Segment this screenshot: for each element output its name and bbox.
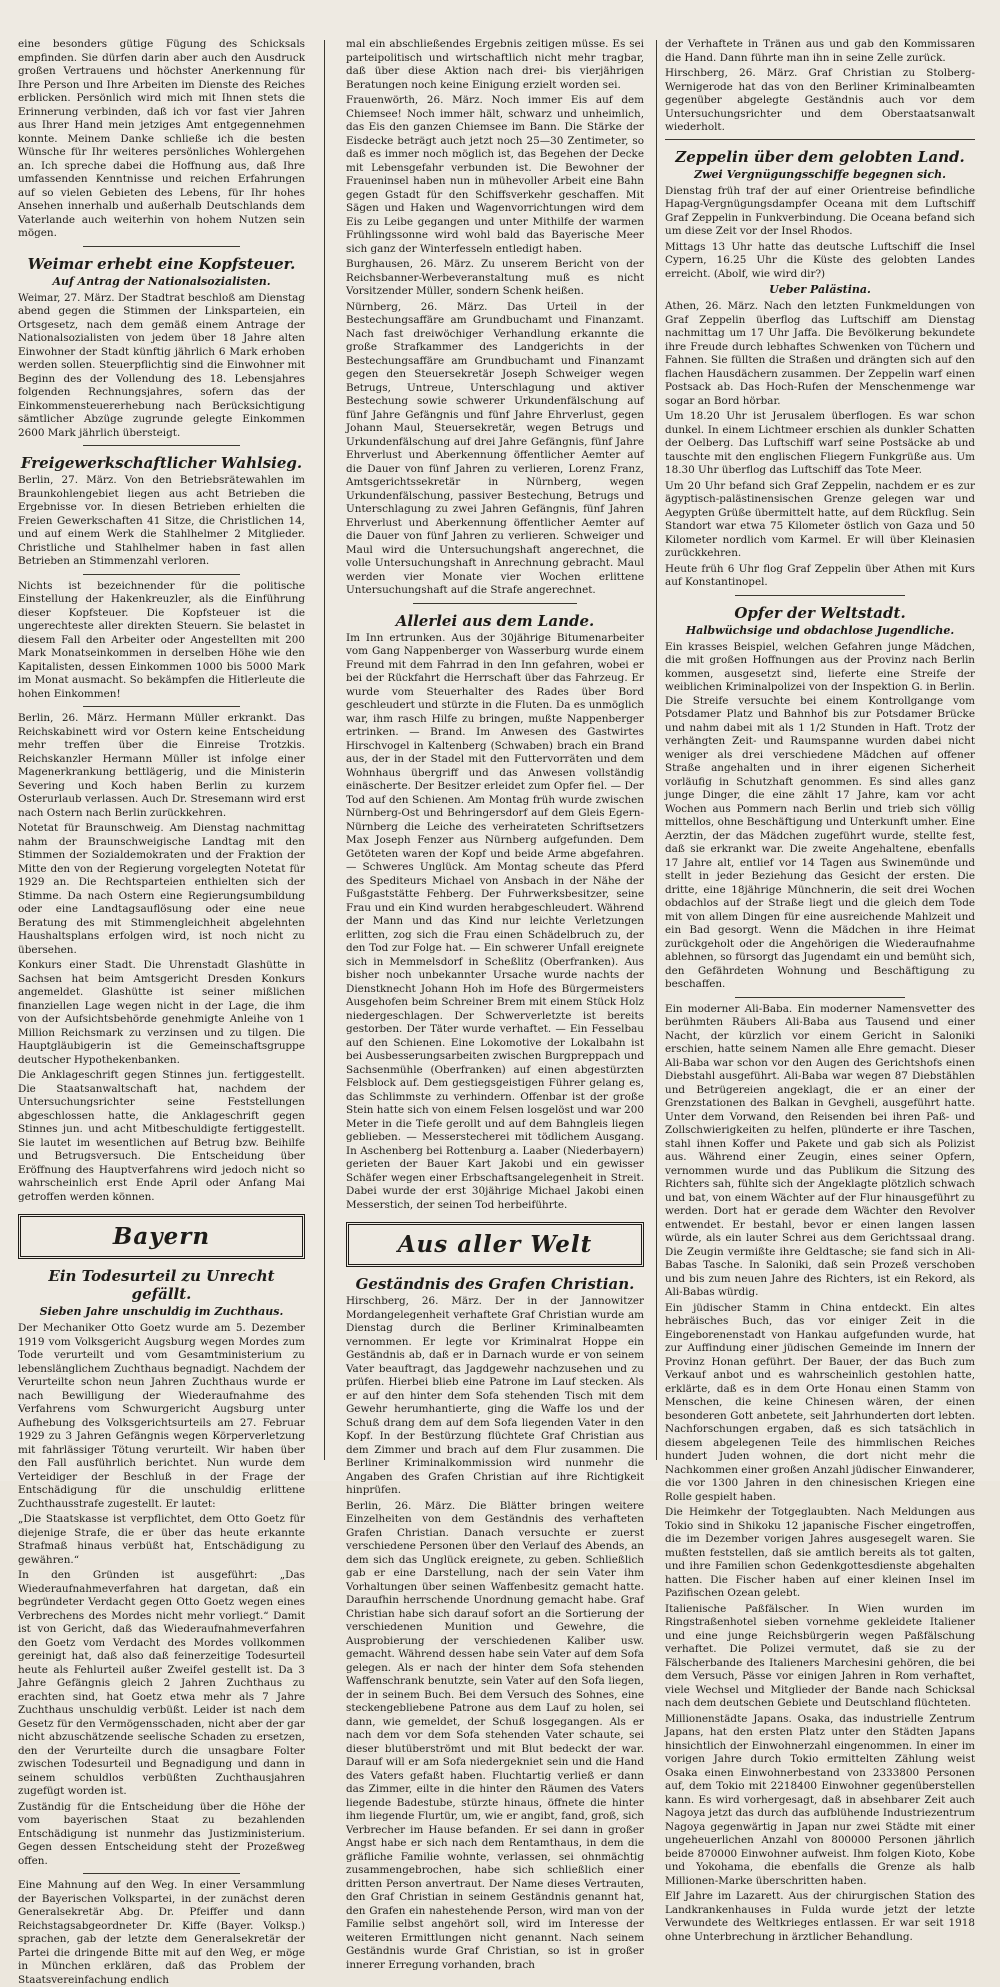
article-palaestina-3: Um 20 Uhr befand sich Graf Zeppelin, nachdem er es zur ägyptisch-palästinensischen Grenze gelegen war und Aegypten Grüße übermittelt hatte, auf dem Rückflug. Sein Standort war etwa 75 Kilometer östlich von Gaza und 50 Kilometer nordlich vom Karmel. Er will über Kleinasien zurückkehren. — [665, 479, 975, 559]
section-banner-bayern: Bayern — [18, 1214, 305, 1259]
article-continuation: der Verhaftete in Tränen aus und gab den Kommissaren die Hand. Dann führte man ihn in seine Zelle zurück. — [665, 38, 975, 64]
subhead-zeppelin: Zwei Vergnügungsschiffe begegnen sich. — [694, 167, 946, 181]
article-mueller: Berlin, 26. März. Hermann Müller erkrankt. Das Reichskabinett wird vor Ostern keine Entscheidung mehr treffen über die Einreise Trotzkis. Reichskanzler Hermann Müller ist infolge einer Magenerkrankung bettlägerig, und die Ministerin Severing und Koch haben Berlin zu kurzem Osterurlaub verlassen. Auch Dr. Stresemann wird erst nach Ostern nach Berlin zurückkehren. — [18, 712, 305, 819]
article-todesurteil-3: In den Gründen ist ausgeführt: „Das Wiederaufnahmeverfahren hat dargetan, daß ein begründeter Verdacht gegen Otto Goetz wegen eines Verbrechens des Mordes nicht mehr vorliegt.“ Damit ist von Gericht, daß das Wiederaufnahmeverfahren den Goetz vom Verdacht des Mordes vollkommen gereinigt hat, daß also daß feinerzeitige Todesurteil heute als Fehlurteil außer Zweifel gestellt ist. Da 3 Jahre Gefängnis gleich 2 Jahren Zuchthaus zu erachten sind, hat Goetz etwa mehr als 7 Jahre Zuchthaus unschuldig verbüßt. Leider ist nach dem Gesetz für den Vermögensschaden, nicht aber der gar nicht abzuschätzende seelische Schaden zu ersetzen, den der Verurteilte durch die unsagbare Folter zwischen Todesurteil und Begnadigung und dann in seinem schuldlos verbüßten Zuchthausjahren zugefügt worden ist. — [18, 1569, 305, 1797]
headline-zeppelin: Zeppelin über dem gelobten Land. — [675, 147, 965, 166]
headline-graf-christian: Geständnis des Grafen Christian. — [355, 1275, 635, 1293]
article-burghausen: Burghausen, 26. März. Zu unserem Bericht von der Reichsbanner-Werbeveranstaltung muß es nicht Vorsitzender Müller, sondern Schenk heißen. — [346, 258, 644, 297]
subhead-opfer: Halbwüchsige und obdachlose Jugendliche. — [685, 623, 955, 637]
subhead-todesurteil: Sieben Jahre unschuldig im Zuchthaus. — [39, 1305, 284, 1318]
article-todesurteil-2: „Die Staatskasse ist verpflichtet, dem Otto Goetz für diejenige Strafe, die er über das heute erkannte Strafmaß hinaus verbüßt hat, Entschädigung zu gewähren.“ — [18, 1513, 305, 1566]
article-todesurteil-4: Zuständig für die Entscheidung über die Höhe der vom bayerischen Staat zu bezahlenden Entschädigung ist nunmehr das Justizministerium. Gegen dessen Entscheidung steht der Prozeßweg offen. — [18, 1800, 305, 1867]
column-2 — [346, 38, 644, 1971]
article-notetat: Notetat für Braunschweig. Am Dienstag nachmittag nahm der Braunschweigische Landtag mit den Stimmen der Sozialdemokraten und der Fraktion der Mitte den von der Regierung vorgelegten Notetat für 1929 an. Die Rechtsparteien enthielten sich der Stimme. Da nach Ostern eine Regierungsumbildung oder eine Landtagsauflösung oder eine neue Beratung des mit Stimmengleichheit abgelehnten Haushaltsplans erfolgen wird, ist noch nicht zu übersehen. — [18, 822, 305, 956]
headline-wahlsieg: Freigewerkschaftlicher Wahlsieg. — [20, 454, 303, 472]
article-palaestina-2: Um 18.20 Uhr ist Jerusalem überflogen. Es war schon dunkel. In einem Lichtmeer erschien als dunkler Schatten der Oelberg. Das Luftschiff warf seine Postsäcke ab und tauschte mit den englischen Fliegern Funkgrüße aus. Um 18.30 Uhr überflog das Luftschiff das Tote Meer. — [665, 410, 975, 476]
column-rule-left — [324, 40, 325, 1460]
article-weimar: Weimar, 27. März. Der Stadtrat beschloß am Dienstag abend gegen die Stimmen der Linksparteien, ein Ortsgesetz, nach dem gemäß einem Antrage der Nationalsozialisten von jedem über 18 Jahre alten Einwohner der Stadt künftig jährlich 6 Mark erhoben werden sollen. Steuerpflichtig sind die Einwohner mit Beginn des der Vollendung des 18. Lebensjahres folgenden Rechnungsjahres, sofern das der Einkommensteuererhebung nach Berücksichtigung sämtlicher Abzüge zugrunde gelegte Einkommen 2600 Mark jährlich übersteigt. — [18, 291, 305, 439]
article-opfer: Ein krasses Beispiel, welchen Gefahren junge Mädchen, die mit großen Hoffnungen aus der Provinz nach Berlin kommen, ausgesetzt sind, lieferte eine Streife der weiblichen Kriminalpolizei von der Inspektion G. in Berlin. Die Streife versuchte bei einem Kontrollgange vom Potsdamer Platz und Bahnhof bis zur Potsdamer Brücke und nahm dabei mit als 1 1/2 Stunden in Haft. Trotz der verhängten Zeit- und Raumspanne wurden dabei nicht weniger als drei verschiedene Mädchen auf offener Straße angehalten und in ihrer eigenen Sicherheit vorläufig in Schutzhaft genommen. Es sind alles ganz junge Dinger, die eine zählt 17 Jahre, kam vor acht Wochen aus Pommern nach Berlin und trieb sich völlig mittellos, ohne Beschäftigung und Unterkunft umher. Eine Aerztin, der das Mädchen zugeführt wurde, stellte fest, daß sie erkrankt war. Die zweite Angehaltene, ebenfalls 17 Jahre alt, entlief vor 14 Tagen aus Swinemünde und stellt in jeder Beziehung das Gesicht der ersten. Die dritte, eine 18jährige Münchnerin, die seit drei Wochen obdachlos auf der Straße liegt und die gleich dem Tode mit von allem Dingen für eine ausreichende Mahlzeit und ein Bad gesorgt. Wenn die Mädchen in ihre Heimat zurückgeholt oder die Angehörigen die Wiederaufnahme ablehnen, so fürsorgt das Jugendamt ein und bemüht sich, den Gefährdeten Wohnung und Beschäftigung zu beschaffen. — [665, 640, 975, 990]
subhead-palaestina: Ueber Palästina. — [769, 283, 871, 296]
article-chiemsee: Frauenwörth, 26. März. Noch immer Eis auf dem Chiemsee! Noch immer hält, schwarz und unheimlich, das Eis den ganzen Chiemsee im Bann. Die Stärke der Eisdecke beträgt auch jetzt noch 25—30 Zentimeter, so daß es immer noch möglich ist, das Begehen der Decke mit Lebensgefahr verbunden ist. Die Bewohner der Fraueninsel haben nun in mühevoller Arbeit eine Bahn gegen Gstadt für den Schiffsverkehr geschaffen. Mit Sägen und Haken und Wagenvorrichtungen wird dem Eis zu Leibe gegangen und unter Mithilfe der warmen Frühlingssonne wird wohl bald das Bayerische Meer sich ganz der Winterfesseln entledigt haben. — [346, 94, 644, 255]
article-continuation: mal ein abschließendes Ergebnis zeitigen müsse. Es sei parteipolitisch und wirtschaftlich nicht mehr tragbar, daß über diese Aktion nach drei- bis vierjährigen Beratungen noch keine Einigung erzielt worden sei. — [346, 38, 644, 91]
article-mahnung: Eine Mahnung auf den Weg. In einer Versammlung der Bayerischen Volkspartei, in der zunächst deren Generalsekretär Abg. Dr. Pfeiffer und dann Reichstagsabgeordneter Dr. Kiffe (Bayer. Volksp.) sprachen, gab der letzte dem Generalsekretär der Partei die dringende Bitte mit auf den Weg, er möge in München erklären, daß das Problem der Staatsvereinfachung endlich — [18, 1879, 305, 1986]
subhead-weimar: Auf Antrag der Nationalsozialisten. — [52, 274, 271, 288]
headline-weimar: Weimar erhebt eine Kopfsteuer. — [27, 254, 296, 273]
article-millionenstaedte: Millionenstädte Japans. Osaka, das industrielle Zentrum Japans, hat den ersten Platz unter den Städten Japans hinsichtlich der Einwohnerzahl eingenommen. In einer im vorigen Jahre durch Tokio ermittelten Zählung weist Osaka einen Einwohnerbestand von 2333800 Personen auf, dem Tokio mit 2218400 Einwohner gegenüberstellen kann. Es wird vorhergesagt, daß in absehbarer Zeit auch Nagoya jetzt das durch das aufblühende Industriezentrum Nagoya gegenwärtig in Japan nur zwei Städte mit einer ungeheuerlichen Anzahl von 800000 Personen jährlich beide 870000 Einwohner aufweist. Ihm folgen Kioto, Kobe und Yokohama, die ebenfalls die Grenze als halb Millionen-Marke überschritten haben. — [665, 1712, 975, 1887]
headline-opfer: Opfer der Weltstadt. — [734, 603, 906, 622]
article-juedischer-stamm: Ein jüdischer Stamm in China entdeckt. Ein altes hebräisches Buch, das vor einiger Zeit in die Eingeborenenstadt von Hankau aufgefunden wurde, hat zur Auffindung einer jüdischen Gemeinde im Innern der Provinz Honan geführt. Der Bauer, der das Buch zum Verkauf anbot und es wahrscheinlich gestohlen hatte, erklärte, daß es in dem Orte Honau einen Stamm von Menschen, die keine Chinesen wären, der einen besonderen Gott anbetete, seit Jahrhunderten dort lebten. Nachforschungen ergaben, daß es sich tatsächlich in diesem abgelegenen Teile des himmlischen Reiches hundert Juden wohnen, die dort nicht mehr die Nachkommen einer großen Anzahl jüdischer Einwanderer, die vor 1300 Jahren in den chinesischen Kriegen eine Rolle gespielt haben. — [665, 1301, 975, 1503]
article-graf-christian-1: Hirschberg, 26. März. Der in der Jannowitzer Mordangelegenheit verhaftete Graf Christian wurde am Dienstag durch die Berliner Kriminalbeamten vernommen. Er legte vor Kriminalrat Hoppe ein Geständnis ab, daß er in Darnach wurde er von seinem Vater beauftragt, das Jagdgewehr nachzusehen und zu prüfen. Hierbei blieb eine Patrone im Lauf stecken. Als er auf den hinter dem Sofa stehenden Tisch mit dem Gewehr herumhantierte, ging die Waffe los und der Schuß drang dem auf dem Sofa liegenden Vater in den Kopf. In der Bestürzung flüchtete Graf Christian aus dem Zimmer und brach auf dem Flur zusammen. Die Berliner Kriminalkommission wird nunmehr die Angaben des Grafen Christian auf ihre Richtigkeit hinprüfen. — [346, 1295, 644, 1496]
divider — [83, 1873, 241, 1874]
headline-todesurteil: Ein Todesurteil zu Unrecht gefällt. — [48, 1267, 275, 1303]
divider — [83, 574, 241, 575]
article-wahlsieg: Berlin, 27. März. Von den Betriebsrätewahlen im Braunkohlengebiet liegen aus acht Betrieben die Ergebnisse vor. In diesen Betrieben erhielten die Freien Gewerkschaften 41 Sitze, die Christlichen 14, und auf einem Werk die Stahlhelmer 2 Mitglieder. Christliche und Stahlhelmer haben in fast allen Betrieben an Stimmenzahl verloren. — [18, 474, 305, 567]
article-zeppelin-2: Mittags 13 Uhr hatte das deutsche Luftschiff die Insel Cypern, 16.25 Uhr die Küste des gelobten Landes erreicht. (Abolf, wie wird dir?) — [665, 240, 975, 280]
column-1 — [18, 38, 305, 1986]
article-zeppelin-1: Dienstag früh traf der auf einer Orientreise befindliche Hapag-Vergnügungsdampfer Oceana mit dem Luftschiff Graf Zeppelin in Funkverbindung. Die Oceana befand sich um diese Zeit vor der Insel Rhodos. — [665, 184, 975, 237]
article-lazarett: Elf Jahre im Lazarett. Aus der chirurgischen Station des Landkrankenhauses in Fulda wurde jetzt der letzte Verwundete des Weltkrieges entlassen. Er war seit 1918 ohne Unterbrechung in ärztlicher Behandlung. — [665, 1890, 975, 1943]
divider — [413, 603, 577, 604]
article-passfaelscher: Italienische Paßfälscher. In Wien wurden im Ringstraßenhotel sieben vornehme gekleidete Italiener und eine junge Reichsbürgerin wegen Paßfälschung verhaftet. Die Polizei vermutet, daß sie zu der Fälscherbande des Italieners Marchesini gehören, die bei dem Versuch, Pässe vor einigen Jahren in Rom verhaftet, viele Wechsel und Mitglieder der Bande nach Schicksal nach dem deutschen Gebiete und Deutschland flüchteten. — [665, 1602, 975, 1709]
divider — [83, 445, 241, 446]
divider — [83, 246, 241, 247]
headline-allerlei: Allerlei aus dem Lande. — [395, 611, 595, 630]
article-heimkehr: Die Heimkehr der Totgeglaubten. Nach Meldungen aus Tokio sind in Shikoku 12 japanische Fischer eingetroffen, die im Dezember vorigen Jahres ausgesegelt waren. Sie mußten feststellen, daß sie amtlich bereits als tot galten, und ihre Familien schon Gedenkgottesdienste abgehalten hatten. Die Fischer haben auf einer kleinen Insel im Pazifischen Ozean gelebt. — [665, 1506, 975, 1599]
divider — [735, 595, 906, 596]
article-alibaba: Ein moderner Ali-Baba. Ein moderner Namensvetter des berühmten Räubers Ali-Baba aus Tausend und einer Nacht, der kürzlich vor einem Gericht in Saloniki erschien, hatte seinem Namen alle Ehre gemacht. Dieser Ali-Baba war schon vor den Augen des Gerichtshofs einen Diebstahl ausgeführt. Ali-Baba war wegen 87 Diebstählen und Betrügereien angeklagt, die er an einer der Grenzstationen des Balkan in Gevgheli, ausgeführt hatte. Unter dem Vorwand, den Reisenden bei ihren Paß- und Zollschwierigkeiten zu helfen, plünderte er ihre Taschen, stahl ihnen Koffer und Pakete und gab sich als Polizist aus. Während einer Zeugin, eines seiner Opfern, vernommen wurde und das Publikum die Sitzung des Richters sah, fühlte sich der Angeklagte plötzlich schwach und bat, von einem Wächter auf der Flur hinausgeführt zu werden. Dort hat er gerade dem Wächter den Revolver entwendet. Er bestahl, bevor er einen langen lassen würde, als ein lauter Schrei aus dem Gerichtssaal drang. Die Zeugin vermißte ihre Geldtasche; sie fand sich in Ali-Babas Tasche. In Saloniki, daß sein Prozeß verschoben und bis zum neuen Jahre des Richters, ist ein Rekord, als Ali-Babas würdig. — [665, 1002, 975, 1298]
section-banner-aus-aller-welt: Aus aller Welt — [346, 1222, 644, 1267]
article-palaestina-1: Athen, 26. März. Nach den letzten Funkmeldungen von Graf Zeppelin überflog das Luftschiff am Dienstag nachmittag um 17 Uhr Jaffa. Die Bevölkerung bekundete ihre Freude durch lebhaftes Schwenken von Tüchern und Fahnen. Sie füllten die Straßen und drängten sich auf den flachen Hausdächern zusammen. Der Zeppelin warf einen Postsack ab. Das Hoch-Rufen der Menschenmenge war sogar an Bord hörbar. — [665, 300, 975, 407]
article-allerlei: Im Inn ertrunken. Aus der 30jährige Bitumenarbeiter vom Gang Nappenberger von Wasserburg wurde einem Freund mit dem Fahrrad in den Inn gefahren, wobei er bei der Rückfahrt die Herrschaft über das Fahrzeug. Er wurde vom Steuerhalter des Rades über Bord geschleudert und stürzte in die Fluten. Da es unmöglich war, ihm rasch Hilfe zu bringen, mußte Nappenberger ertrinken. — Brand. Im Anwesen des Gastwirtes Hirschvogel in Kaltenberg (Schwaben) brach ein Brand aus, der in der Stadel mit den Futtervorräten und dem Wohnhaus übergriff und das Anwesen vollständig einäscherte. Der Besitzer erleidet zum Opfer fiel. — Der Tod auf den Schienen. Am Montag früh wurde zwischen Nürnberg-Ost und Behringersdorf auf dem Gleis Egern-Nürnberg die Leiche des verheirateten Schriftsetzers Max Joseph Fenzer aus Nürnberg aufgefunden. Dem Getöteten waren der Kopf und beide Arme abgefahren. — Schweres Unglück. Am Montag scheute das Pferd des Spediteurs Michael von Ansbach in der Nähe der Fußgaststätte Fehberg. Der Fuhrwerksbesitzer, seine Frau und ein Kind wurden herabgeschleudert. Während der Mann und das Kind nur leichte Verletzungen erlitten, zog sich die Frau einen Schädelbruch zu, der den Tod zur Folge hat. — Ein schwerer Unfall ereignete sich in Memmelsdorf in Scheßlitz (Oberfranken). Aus bisher noch unbekannter Ursache wurde nachts der Dienstknecht Johann Hoh im Hofe des Bürgermeisters Ausgehofen beim Schreiner Brem mit einem Stück Holz niedergeschlagen. Der Schwerverletzte ist bereits gestorben. Der Täter wurde verhaftet. — Ein Fesselbau auf den Schienen. Eine Lokomotive der Lokalbahn ist bei Ausbesserungsarbeiten zwischen Burgpreppach und Sachsenmühle (Oberfranken) auf einen abgestürzten Felsblock auf. Dem gestiegsgeistigen Führer gelang es, das Schlimmste zu verhindern. Offenbar ist der große Stein hatte sich von einem Felsen losgelöst und war 200 Meter in die Tiefe gerollt und auf dem Bahngleis liegen geblieben. — Messerstecherei mit tödlichem Ausgang. In Aschenberg bei Rottenburg a. Laaber (Niederbayern) gerieten der Bauer Kart Jakobi und ein gewisser Schäfer wegen einer Erbschaftsangelegenheit in Streit. Dabei wurde der erst 30jährige Michael Jakobi einen Messerstich, der seinen Tod herbeiführte. — [346, 631, 644, 1211]
article-todesurteil-1: Der Mechaniker Otto Goetz wurde am 5. Dezember 1919 vom Volksgericht Augsburg wegen Mordes zum Tode verurteilt und vom Gesamtministerium zu lebenslänglichem Zuchthaus begnadigt. Nachdem der Verurteilte schon neun Jahren Zuchthaus wurde er nach Bewilligung der Wiederaufnahme des Verfahrens vom Schwurgericht Augsburg unter Aufhebung des Volksgerichtsurteils am 27. Februar 1929 zu 3 Jahren Gefängnis wegen Körperverletzung mit fahrlässiger Tötung verurteilt. Wir haben über den Fall ausführlich berichtet. Nun wurde dem Verteidiger der Beschluß in der Frage der Entschädigung für die unschuldig erlittene Zuchthausstrafe zugestellt. Er lautet: — [18, 1322, 305, 1510]
divider — [665, 139, 975, 140]
article-konkurs: Konkurs einer Stadt. Die Uhrenstadt Glashütte in Sachsen hat beim Amtsgericht Dresden Konkurs angemeldet. Glashütte ist seiner mißlichen finanziellen Lage wegen nicht in der Lage, die ihm von der Aufsichtsbehörde genehmigte Anleihe von 1 Million Reichsmark zu verzinsen und zu tilgen. Die Hauptgläubigerin ist die Gemeinschaftsgruppe deutscher Hypothekenbanken. — [18, 959, 305, 1066]
article-graf-christian-2: Berlin, 26. März. Die Blätter bringen weitere Einzelheiten von dem Geständnis des verhafteten Grafen Christian. Danach versuchte er zuerst verschiedene Personen über den Verlauf des Abends, an dem sich das Unglück ereignete, zu geben. Schließlich gab er eine Darstellung, nach der sein Vater ihm Vorhaltungen über seinen Waffenbesitz gemacht hatte. Daraufhin herrschende Unordnung gemacht habe. Graf Christian habe sich darauf sofort an die Sortierung der verschiedenen Munition und Gewehre, die Ausprobierung der verschiedenen Kaliber usw. gemacht. Während dessen habe sein Vater auf dem Sofa gelegen. Als er nach der hinter dem Sofa stehenden Waffenschrank benutzte, sein Vater auf den Sofa liegen, der in seinem Buch. Bei dem Versuch des Sohnes, eine steckengebliebene Patrone aus dem Lauf zu holen, sei dann, wie gemeldet, der Schuß losgegangen. Als er nach dem vor dem Sofa stehenden Vater schaute, sei dieser blutüberströmt und mit Blut bedeckt der war. Darauf will er am Sofa niedergekniet sein und die Hand des Vaters gefaßt haben. Fluchtartig verließ er dann das Zimmer, eilte in die hinter den Räumen des Vaters liegende Badestube, stürzte hinaus, öffnete die hinter ihm liegende Flurtür, um, wie er angibt, fand, groß, sich Verbrecher im Hause befanden. Er sei dann in großer Angst habe er sich nach dem Rentamthaus, in dem die gräfliche Familie wohnte, verlassen, sei ohnmächtig zusammengebrochen, habe sich schließlich einer dritten Person anvertraut. Der Name dieses Vertrauten, den Graf Christian in seinem Geständnis genannt hat, den Grafen ein nahestehende Person, wird man von der Familie selbst angehört soll, wird im Interesse der weiteren Ermittlungen nicht genannt. Nach seinem Geständnis wurde Graf Christian, so ist in großer innerer Erregung vorhanden, brach — [346, 1499, 644, 1971]
article-palaestina-4: Heute früh 6 Uhr flog Graf Zeppelin über Athen mit Kurs auf Konstantinopel. — [665, 562, 975, 588]
article-continuation: eine besonders gütige Fügung des Schicksals empfinden. Sie dürfen darin aber auch den Ausdruck großen Vertrauens und höchster Anerkennung für Ihre Person und Ihre Arbeiten im Dienste des Reiches erblicken. Persönlich wird mich mit Ihnen stets die Erinnerung verbinden, daß ich vor fast vier Jahren aus Ihrer Hand mein jetziges Amt entgegennehmen konnte. Meinem Danke schließe ich die besten Wünsche für Ihr weiteres persönliches Wohlergehen an. Ich spreche dabei die Hoffnung aus, daß Ihre umfassenden Kenntnisse und reichen Erfahrungen auf so vielen Gebieten des Lebens, für Ihr hohes Ansehen innerhalb und außerhalb Deutschlands dem Vaterlande auch weiterhin von hohem Nutzen sein mögen. — [18, 38, 305, 239]
article-hirschberg: Hirschberg, 26. März. Graf Christian zu Stolberg-Wernigerode hat das von den Berliner Kriminalbeamten gegenüber abgelegte Geständnis auch vor dem Untersuchungsrichter und dem Oberstaatsanwalt wiederholt. — [665, 67, 975, 133]
divider — [735, 997, 906, 998]
column-3 — [665, 38, 975, 1943]
article-anklage: Die Anklageschrift gegen Stinnes jun. fertiggestellt. Die Staatsanwaltschaft hat, nachdem der Untersuchungsrichter seine Feststellungen abgeschlossen hatte, die Anklageschrift gegen Stinnes jun. und acht Mitbeschuldigte fertiggestellt. Sie lautet im wesentlichen auf Betrug bzw. Beihilfe und Betrugsversuch. Die Entscheidung über Eröffnung des Hauptverfahrens wird jedoch nicht so wahrscheinlich erst Ende April oder Anfang Mai getroffen werden können. — [18, 1069, 305, 1203]
article-kopfsteuer-comment: Nichts ist bezeichnender für die politische Einstellung der Hakenkreuzler, als die Einführung dieser Kopfsteuer. Die Kopfsteuer ist die ungerechteste aller direkten Steuern. Sie belastet in diesem Fall den Arbeiter oder Angestellten mit 200 Mark Monatseinkommen in derselben Höhe wie den Kapitalisten, dessen Einkommen 1000 bis 5000 Mark im Monat ausmacht. So bekämpfen die Hitlerleute die hohen Einkommen! — [18, 579, 305, 700]
article-nuernberg: Nürnberg, 26. März. Das Urteil in der Bestechungsaffäre am Grundbuchamt und Finanzamt. Nach fast dreiwöchiger Verhandlung erkannte die große Strafkammer des Landgerichts in der Bestechungsaffäre am Grundbuchamt und Finanzamt gegen den Steuersekretär Joseph Schweiger wegen Betrugs, Untreue, Unterschlagung und aktiver Bestechung sowie schwerer Urkundenfälschung auf fünf Jahre Gefängnis und fünf Jahre Ehrverlust, gegen Johann Maul, Steuersekretär, wegen Betrugs und Urkundenfälschung auf drei Jahre Gefängnis, fünf Jahre Ehrverlust und Aberkennung öffentlicher Aemter auf die Dauer von fünf Jahren zu verlieren, Lorenz Franz, Amtsgerichtssekretär in Nürnberg, wegen Urkundenfälschung, passiver Bestechung, Betrugs und Unterschlagung zu zwei Jahren Gefängnis, fünf Jahren Ehrverlust und Aberkennung öffentlicher Aemter auf die Dauer von fünf Jahren zu verlieren. Schweiger und Maul wird die Untersuchungshaft angerechnet, die volle Untersuchungshaft in Anrechnung gebracht. Maul werden vier Monate vier Wochen erlittene Untersuchungshaft auf die Strafe angerechnet. — [346, 300, 644, 596]
divider — [83, 706, 241, 707]
column-rule-right — [656, 40, 657, 1460]
